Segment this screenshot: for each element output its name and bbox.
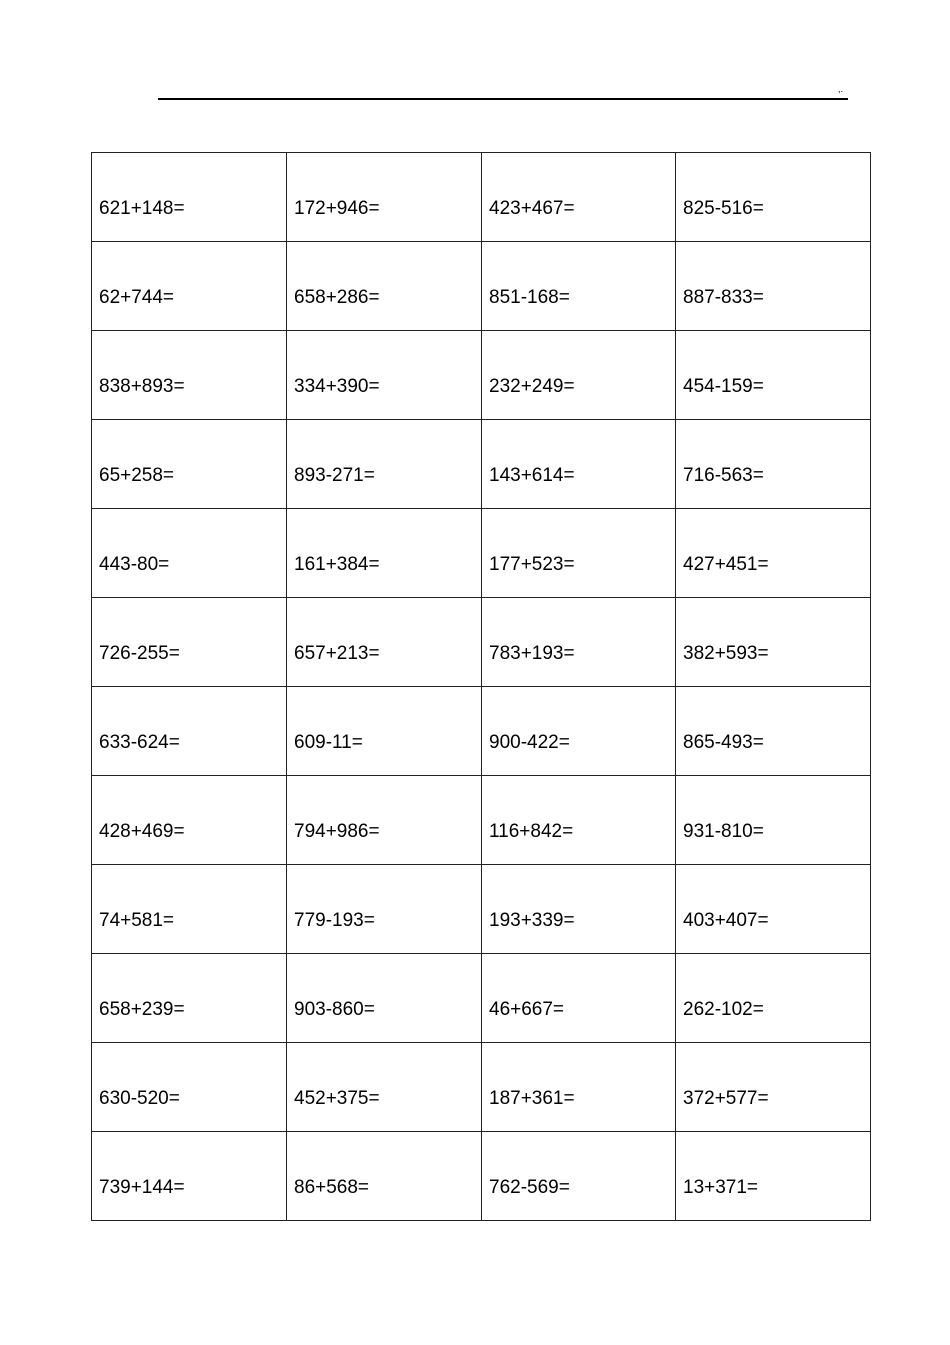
table-row <box>92 509 871 598</box>
table-row <box>92 865 871 954</box>
problem-text: 762-569= <box>489 1177 570 1198</box>
problem-cell <box>92 687 287 776</box>
problem-cell <box>287 153 482 242</box>
problem-text: 865-493= <box>683 732 764 753</box>
problem-cell <box>482 954 676 1043</box>
problem-text: 427+451= <box>683 554 769 575</box>
problem-text: 900-422= <box>489 732 570 753</box>
problem-text: 262-102= <box>683 999 764 1020</box>
problem-cell <box>676 865 871 954</box>
problem-text: 232+249= <box>489 376 575 397</box>
problem-cell <box>676 954 871 1043</box>
problem-text: 658+286= <box>294 287 380 308</box>
problem-text: 716-563= <box>683 465 764 486</box>
problem-cell <box>676 242 871 331</box>
arithmetic-worksheet-table <box>91 152 871 1221</box>
table-row <box>92 242 871 331</box>
problem-cell <box>287 1043 482 1132</box>
problem-cell <box>92 598 287 687</box>
table-row <box>92 1132 871 1221</box>
problem-text: 838+893= <box>99 376 185 397</box>
problem-cell <box>287 1132 482 1221</box>
table-row <box>92 776 871 865</box>
table-row <box>92 331 871 420</box>
problem-text: 903-860= <box>294 999 375 1020</box>
problem-cell <box>482 509 676 598</box>
problem-text: 452+375= <box>294 1088 380 1109</box>
problem-text: 893-271= <box>294 465 375 486</box>
problem-text: 403+407= <box>683 910 769 931</box>
problem-cell <box>92 331 287 420</box>
problem-text: 609-11= <box>294 732 363 753</box>
problem-cell <box>482 153 676 242</box>
problem-text: 187+361= <box>489 1088 575 1109</box>
problem-text: 382+593= <box>683 643 769 664</box>
problem-text: 657+213= <box>294 643 380 664</box>
problem-text: 193+339= <box>489 910 575 931</box>
problem-cell <box>92 954 287 1043</box>
problem-cell <box>482 598 676 687</box>
problem-cell <box>676 420 871 509</box>
problem-cell <box>676 598 871 687</box>
problem-text: 825-516= <box>683 198 764 219</box>
problem-cell <box>482 1132 676 1221</box>
problem-cell <box>92 776 287 865</box>
problem-text: 172+946= <box>294 198 380 219</box>
problem-text: 161+384= <box>294 554 380 575</box>
problem-cell <box>676 1043 871 1132</box>
problem-cell <box>482 776 676 865</box>
problem-text: 13+371= <box>683 1177 759 1198</box>
problem-text: 116+842= <box>489 821 574 842</box>
problem-cell <box>287 598 482 687</box>
problem-cell <box>676 1132 871 1221</box>
problem-cell <box>676 509 871 598</box>
problem-cell <box>482 687 676 776</box>
problem-text: 423+467= <box>489 198 575 219</box>
problem-cell <box>92 153 287 242</box>
problem-cell <box>287 865 482 954</box>
problem-cell <box>482 420 676 509</box>
problem-cell <box>92 1132 287 1221</box>
problem-cell <box>92 242 287 331</box>
problem-text: 633-624= <box>99 732 180 753</box>
problem-text: 428+469= <box>99 821 185 842</box>
worksheet-body <box>92 153 871 1221</box>
problem-text: 372+577= <box>683 1088 769 1109</box>
table-row <box>92 153 871 242</box>
problem-cell <box>676 776 871 865</box>
problem-text: 65+258= <box>99 465 175 486</box>
table-row <box>92 954 871 1043</box>
problem-text: 177+523= <box>489 554 575 575</box>
table-row <box>92 420 871 509</box>
header-mark: ,. <box>838 84 844 94</box>
problem-text: 779-193= <box>294 910 375 931</box>
problem-cell <box>92 420 287 509</box>
problem-text: 454-159= <box>683 376 764 397</box>
table-row <box>92 1043 871 1132</box>
problem-text: 630-520= <box>99 1088 180 1109</box>
problem-cell <box>482 1043 676 1132</box>
table-row <box>92 598 871 687</box>
problem-text: 46+667= <box>489 999 565 1020</box>
problem-cell <box>676 153 871 242</box>
problem-cell <box>287 776 482 865</box>
problem-text: 334+390= <box>294 376 380 397</box>
problem-text: 621+148= <box>99 198 185 219</box>
problem-cell <box>287 687 482 776</box>
problem-text: 739+144= <box>99 1177 185 1198</box>
problem-cell <box>287 954 482 1043</box>
problem-cell <box>287 331 482 420</box>
problem-cell <box>92 1043 287 1132</box>
problem-text: 443-80= <box>99 554 170 575</box>
problem-cell <box>92 509 287 598</box>
problem-text: 794+986= <box>294 821 380 842</box>
problem-text: 658+239= <box>99 999 185 1020</box>
problem-text: 143+614= <box>489 465 575 486</box>
problem-text: 726-255= <box>99 643 180 664</box>
problem-cell <box>676 687 871 776</box>
problem-cell <box>287 509 482 598</box>
problem-text: 887-833= <box>683 287 764 308</box>
table-row <box>92 687 871 776</box>
problem-cell <box>676 331 871 420</box>
problem-text: 931-810= <box>683 821 764 842</box>
problem-cell <box>482 242 676 331</box>
problem-text: 783+193= <box>489 643 575 664</box>
problem-text: 851-168= <box>489 287 570 308</box>
problem-cell <box>482 331 676 420</box>
problem-cell <box>287 420 482 509</box>
problem-text: 62+744= <box>99 287 175 308</box>
problem-text: 86+568= <box>294 1177 370 1198</box>
problem-cell <box>287 242 482 331</box>
problem-cell <box>482 865 676 954</box>
problem-cell <box>92 865 287 954</box>
problem-text: 74+581= <box>99 910 175 931</box>
header-rule <box>158 98 848 100</box>
